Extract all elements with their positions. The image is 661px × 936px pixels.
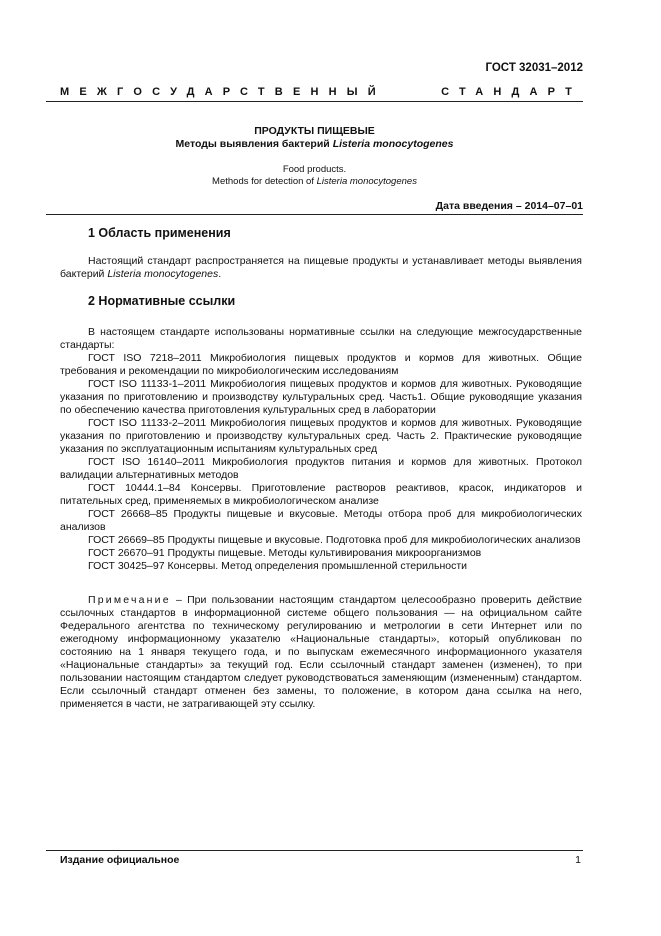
standard-code: ГОСТ 32031–2012	[485, 62, 583, 74]
banner-word-interstate: МЕЖГОСУДАРСТВЕННЫЙ	[60, 86, 386, 98]
english-title: Food products.	[282, 164, 347, 175]
section-2-heading: 2 Нормативные ссылки	[88, 294, 236, 308]
references-intro: В настоящем стандарте использованы нормативные ссылки на следующие межгосударственные стандарты:	[60, 326, 582, 351]
page-number: 1	[575, 854, 581, 866]
introduction-date: Дата введения – 2014–07–01	[435, 200, 583, 212]
scope-text: Настоящий стандарт распространяется на пищевые продукты и устанавливает методы выявления бактерий	[60, 255, 582, 280]
edition-label: Издание официальное	[60, 854, 180, 866]
reference-item: ГОСТ 26669–85 Продукты пищевые и вкусовые. Подготовка проб для микробиологических анализов	[88, 534, 581, 546]
reference-item: ГОСТ ISO 16140–2011 Микробиология продуктов питания и кормов для животных. Протокол валидации альтернативных методов	[60, 456, 582, 481]
references-note	[60, 594, 582, 711]
footer-rule	[46, 850, 583, 851]
reference-item: ГОСТ ISO 11133-2–2011 Микробиология пищевых продуктов и кормов для животных. Руководящие указания по приготовлению и производству культуральных сред. Часть 2. Практические руководящие указания по эксплуатационным испытаниям культуральных сред	[60, 417, 582, 455]
subtitle-species: Listeria monocytogenes	[332, 138, 454, 150]
reference-item: ГОСТ ISO 11133-1–2011 Микробиология пищевых продуктов и кормов для животных. Руководящие указания по приготовлению и производству культуральных сред. Часть1. Общие руководящие указания по обеспечению качества приготовления культуральных сред в лаборатории	[60, 378, 582, 416]
reference-item: ГОСТ ISO 7218–2011 Микробиология пищевых продуктов и кормов для животных. Общие требования и рекомендации по микробиологическим исследованиям	[60, 352, 582, 377]
banner-word-standard: СТАНДАРТ	[441, 86, 582, 98]
standard-banner	[60, 86, 582, 98]
scope-species: Listeria monocytogenes	[107, 268, 219, 280]
scope-end: .	[218, 268, 222, 280]
english-subtitle-text: Methods for detection of	[212, 176, 317, 187]
document-subtitle	[46, 138, 583, 150]
reference-item: ГОСТ 26668–85 Продукты пищевые и вкусовые. Методы отбора проб для микробиологических анализов	[60, 508, 582, 533]
section-2-references	[60, 326, 582, 573]
reference-item: ГОСТ 10444.1–84 Консервы. Приготовление растворов реактивов, красок, индикаторов и питательных сред, применяемых в микробиологическом анализе	[60, 482, 582, 507]
english-subtitle-species: Listeria monocytogenes	[316, 176, 417, 187]
header-rule	[46, 101, 583, 102]
reference-item: ГОСТ 30425–97 Консервы. Метод определения промышленной стерильности	[88, 560, 468, 572]
english-subtitle	[46, 176, 583, 187]
section-1-heading: 1 Область применения	[88, 226, 231, 240]
reference-item: ГОСТ 26670–91 Продукты пищевые. Методы культивирования микроорганизмов	[88, 547, 482, 559]
section-1-text	[60, 255, 582, 281]
document-title: ПРОДУКТЫ ПИЩЕВЫЕ	[254, 125, 375, 137]
note-text: – При пользовании настоящим стандартом целесообразно проверить действие ссылочных стандартов в информационной системе общего пользования — на официальном сайте Федерального агентства по техническому регулированию и метрологии в сети Интернет или по ежегодному информационному указателю «Национальные стандарты», который опубликован по состоянию на 1 января текущего года, и по выпускам ежемесячного информационного указателя «Национальные стандарты» за текущий год. Если ссылочный стандарт заменен (изменен), то при пользовании настоящим стандартом следует руководствоваться заменяющим (измененным) стандартом. Если ссылочный стандарт отменен без замены, то положение, в котором дана ссылка на него, применяется в части, не затрагивающей эту ссылку.	[60, 594, 582, 710]
note-label: Примечание	[88, 594, 171, 606]
date-rule	[46, 214, 583, 215]
subtitle-text: Методы выявления бактерий	[175, 138, 333, 150]
